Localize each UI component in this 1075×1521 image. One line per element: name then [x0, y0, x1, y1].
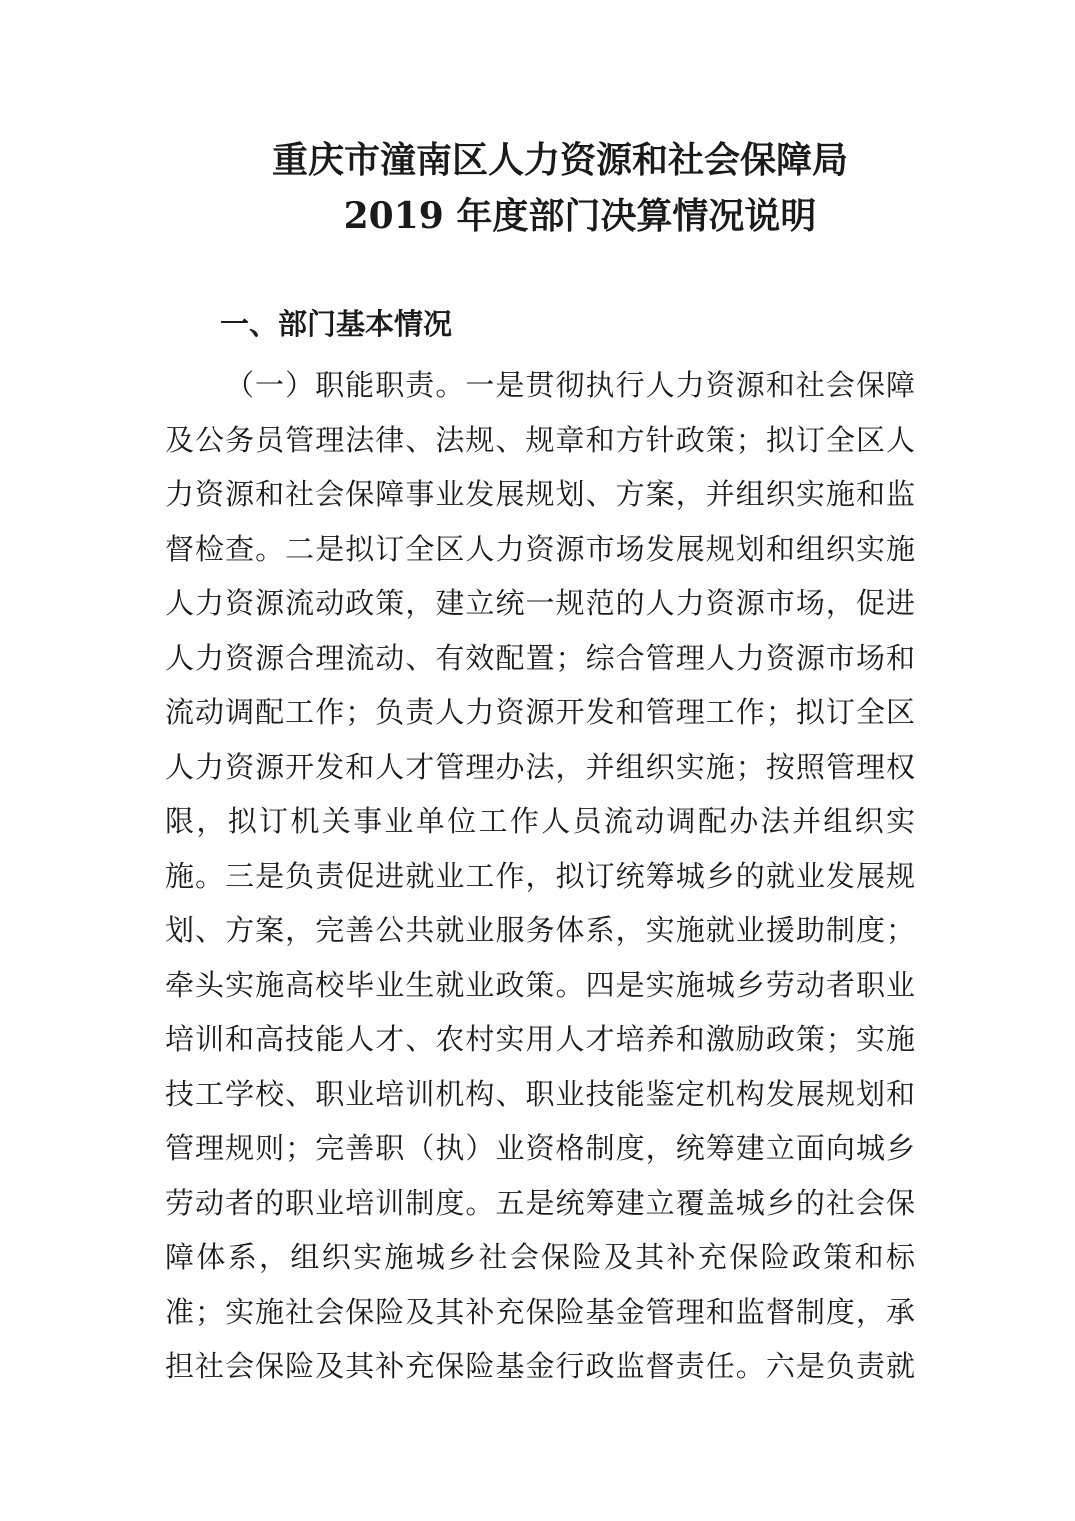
paragraph-line: 划、方案，完善公共就业服务体系，实施就业援助制度； — [165, 913, 915, 947]
paragraph-line: 准；实施社会保险及其补充保险基金管理和监督制度，承 — [165, 1294, 915, 1329]
paragraph-line: 技工学校、职业培训机构、职业技能鉴定机构发展规划和 — [165, 1076, 915, 1111]
paragraph-line: 力资源和社会保障事业发展规划、方案，并组织实施和监 — [165, 477, 915, 511]
paragraph-line: 劳动者的职业培训制度。五是统筹建立覆盖城乡的社会保 — [165, 1185, 915, 1220]
paragraph-line: 障体系，组织实施城乡社会保险及其补充保险政策和标 — [165, 1240, 915, 1274]
document-title-line2: 2019 年度部门决算情况说明 — [343, 195, 817, 237]
document-title-line1: 重庆市潼南区人力资源和社会保障局 — [271, 139, 848, 181]
paragraph-line: 牵头实施高校毕业生就业政策。四是实施城乡劳动者职业 — [165, 967, 915, 1002]
paragraph-line: 限，拟订机关事业单位工作人员流动调配办法并组织实 — [165, 804, 915, 838]
paragraph-line: 人力资源流动政策，建立统一规范的人力资源市场，促进 — [165, 586, 915, 620]
paragraph-line: 及公务员管理法律、法规、规章和方针政策；拟订全区人 — [165, 422, 915, 457]
section-heading: 一、部门基本情况 — [220, 307, 453, 341]
paragraph-line: 督检查。二是拟订全区人力资源市场发展规划和组织实施 — [165, 531, 915, 566]
paragraph-line: 流动调配工作；负责人力资源开发和管理工作；拟订全区 — [165, 695, 915, 729]
paragraph-line: 担社会保险及其补充保险基金行政监督责任。六是负责就 — [165, 1349, 915, 1383]
paragraph-line: （一）职能职责。一是贯彻执行人力资源和社会保障 — [225, 368, 915, 402]
body-paragraph — [165, 358, 915, 1394]
paragraph-line: 培训和高技能人才、农村实用人才培养和激励政策；实施 — [165, 1022, 915, 1056]
paragraph-line: 人力资源合理流动、有效配置；综合管理人力资源市场和 — [165, 640, 915, 675]
paragraph-line: 施。三是负责促进就业工作，拟订统筹城乡的就业发展规 — [165, 858, 915, 893]
paragraph-line: 人力资源开发和人才管理办法，并组织实施；按照管理权 — [165, 749, 915, 784]
paragraph-line: 管理规则；完善职（执）业资格制度，统筹建立面向城乡 — [165, 1131, 915, 1165]
